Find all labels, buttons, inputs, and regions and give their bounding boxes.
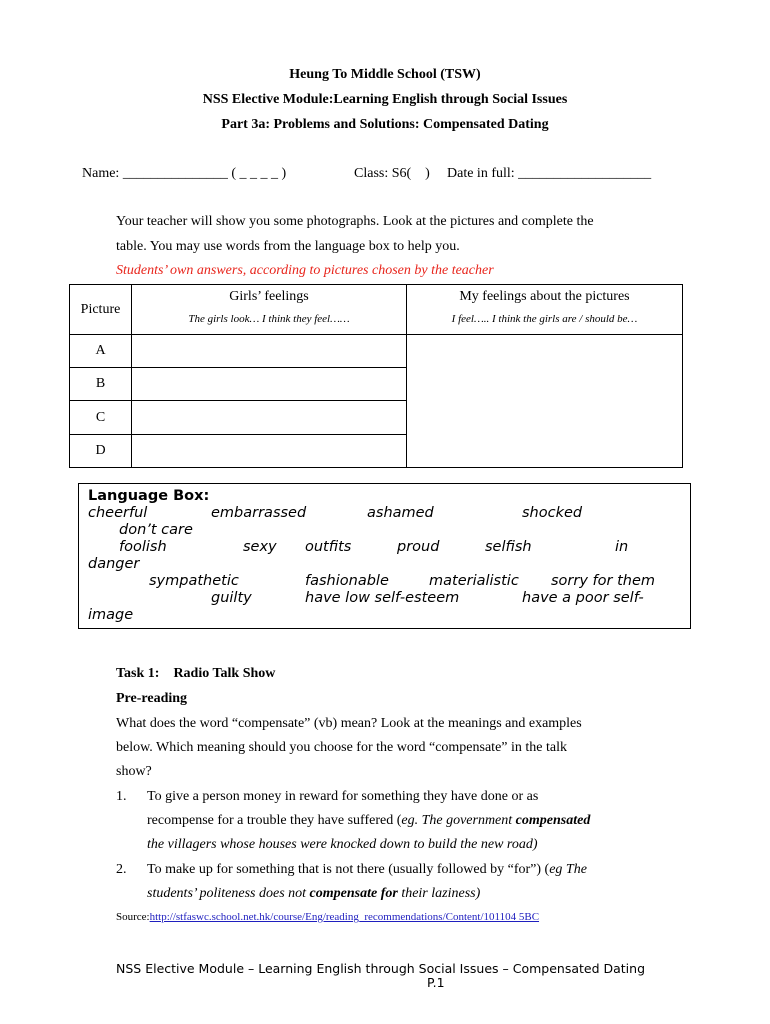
task1-subtitle: Pre-reading — [116, 691, 188, 706]
teacher-note: Students’ own answers, according to pictures chosen by the teacher — [116, 263, 494, 278]
word-item: outfits — [305, 539, 352, 555]
word-item: proud — [397, 539, 440, 555]
date-field: Date in full: ___________________ — [447, 166, 652, 181]
row-label: D — [70, 435, 132, 468]
part-title: Part 3a: Problems and Solutions: Compensated Dating — [221, 117, 549, 132]
word-item: embarrassed — [211, 505, 307, 521]
class-field: Class: S6( ) — [354, 166, 430, 181]
instruction-line-2: table. You may use words from the language box to help you. — [116, 239, 460, 254]
word-item: ashamed — [367, 505, 434, 521]
meaning-1-line-3: the villagers whose houses were knocked down to build the new road) — [147, 837, 538, 852]
module-title: NSS Elective Module:Learning English through Social Issues — [202, 92, 568, 107]
word-item: danger — [88, 556, 140, 572]
source-line: Source:http://stfaswc.school.net.hk/course/Eng/reading_recommendations/Content/101104 5BC — [116, 911, 540, 923]
footer-text: NSS Elective Module – Learning English through Social Issues – Compensated Dating — [116, 961, 646, 976]
word-item: have low self-esteem — [305, 590, 460, 606]
question-line-3: show? — [116, 764, 152, 779]
word-item: have a poor self- — [522, 590, 644, 606]
word-item: selfish — [485, 539, 532, 555]
meaning-2-line-1: To make up for something that is not there (usually followed by “for”) (eg The — [147, 862, 587, 877]
word-item: guilty — [211, 590, 252, 606]
school-title: Heung To Middle School (TSW) — [289, 67, 481, 82]
row-label: C — [70, 401, 132, 435]
table-header-row — [70, 285, 683, 335]
feelings-table — [69, 284, 683, 468]
word-item: foolish — [119, 539, 167, 555]
word-item: sympathetic — [149, 573, 239, 589]
my-feelings-cell[interactable] — [407, 335, 683, 468]
instruction-line-1: Your teacher will show you some photographs. Look at the pictures and complete the — [116, 214, 594, 229]
word-item: materialistic — [429, 573, 519, 589]
word-item: fashionable — [305, 573, 389, 589]
word-item: shocked — [522, 505, 583, 521]
language-box — [78, 483, 691, 629]
language-box-title: Language Box: — [88, 488, 210, 504]
word-item: sorry for them — [551, 573, 656, 589]
question-line-2: below. Which meaning should you choose for the word “compensate” in the talk — [116, 740, 567, 755]
girls-feelings-header: Girls’ feelings The girls look… I think they feel…… — [132, 285, 407, 335]
meaning-1-number: 1. — [116, 789, 127, 804]
word-item: image — [88, 607, 134, 623]
meaning-2-number: 2. — [116, 862, 127, 877]
my-feelings-header: My feelings about the pictures I feel….. I think the girls are / should be… — [407, 285, 683, 335]
table-row — [70, 335, 683, 368]
word-item: don’t care — [119, 522, 193, 538]
meaning-1-line-2: recompense for a trouble they have suffered (eg. The government compensated — [147, 813, 591, 828]
name-field: Name: _______________ ( _ _ _ _ ) — [82, 166, 287, 181]
girls-feelings-cell[interactable] — [132, 401, 407, 435]
girls-feelings-cell[interactable] — [132, 435, 407, 468]
row-label: A — [70, 335, 132, 368]
page-number: P.1 — [427, 975, 445, 990]
picture-header: Picture — [70, 285, 132, 335]
girls-feelings-cell[interactable] — [132, 335, 407, 368]
question-line-1: What does the word “compensate” (vb) mean? Look at the meanings and examples — [116, 716, 582, 731]
word-item: cheerful — [88, 505, 148, 521]
word-item: in — [615, 539, 629, 555]
girls-feelings-cell[interactable] — [132, 368, 407, 401]
row-label: B — [70, 368, 132, 401]
meaning-2-line-2: students’ politeness does not compensate for their laziness) — [147, 886, 481, 901]
word-item: sexy — [243, 539, 277, 555]
source-link[interactable]: http://stfaswc.school.net.hk/course/Eng/reading_recommendations/Content/101104 5BC — [149, 911, 540, 923]
meaning-1-line-1: To give a person money in reward for something they have done or as — [147, 789, 539, 804]
task1-title: Task 1: Radio Talk Show — [116, 666, 276, 681]
